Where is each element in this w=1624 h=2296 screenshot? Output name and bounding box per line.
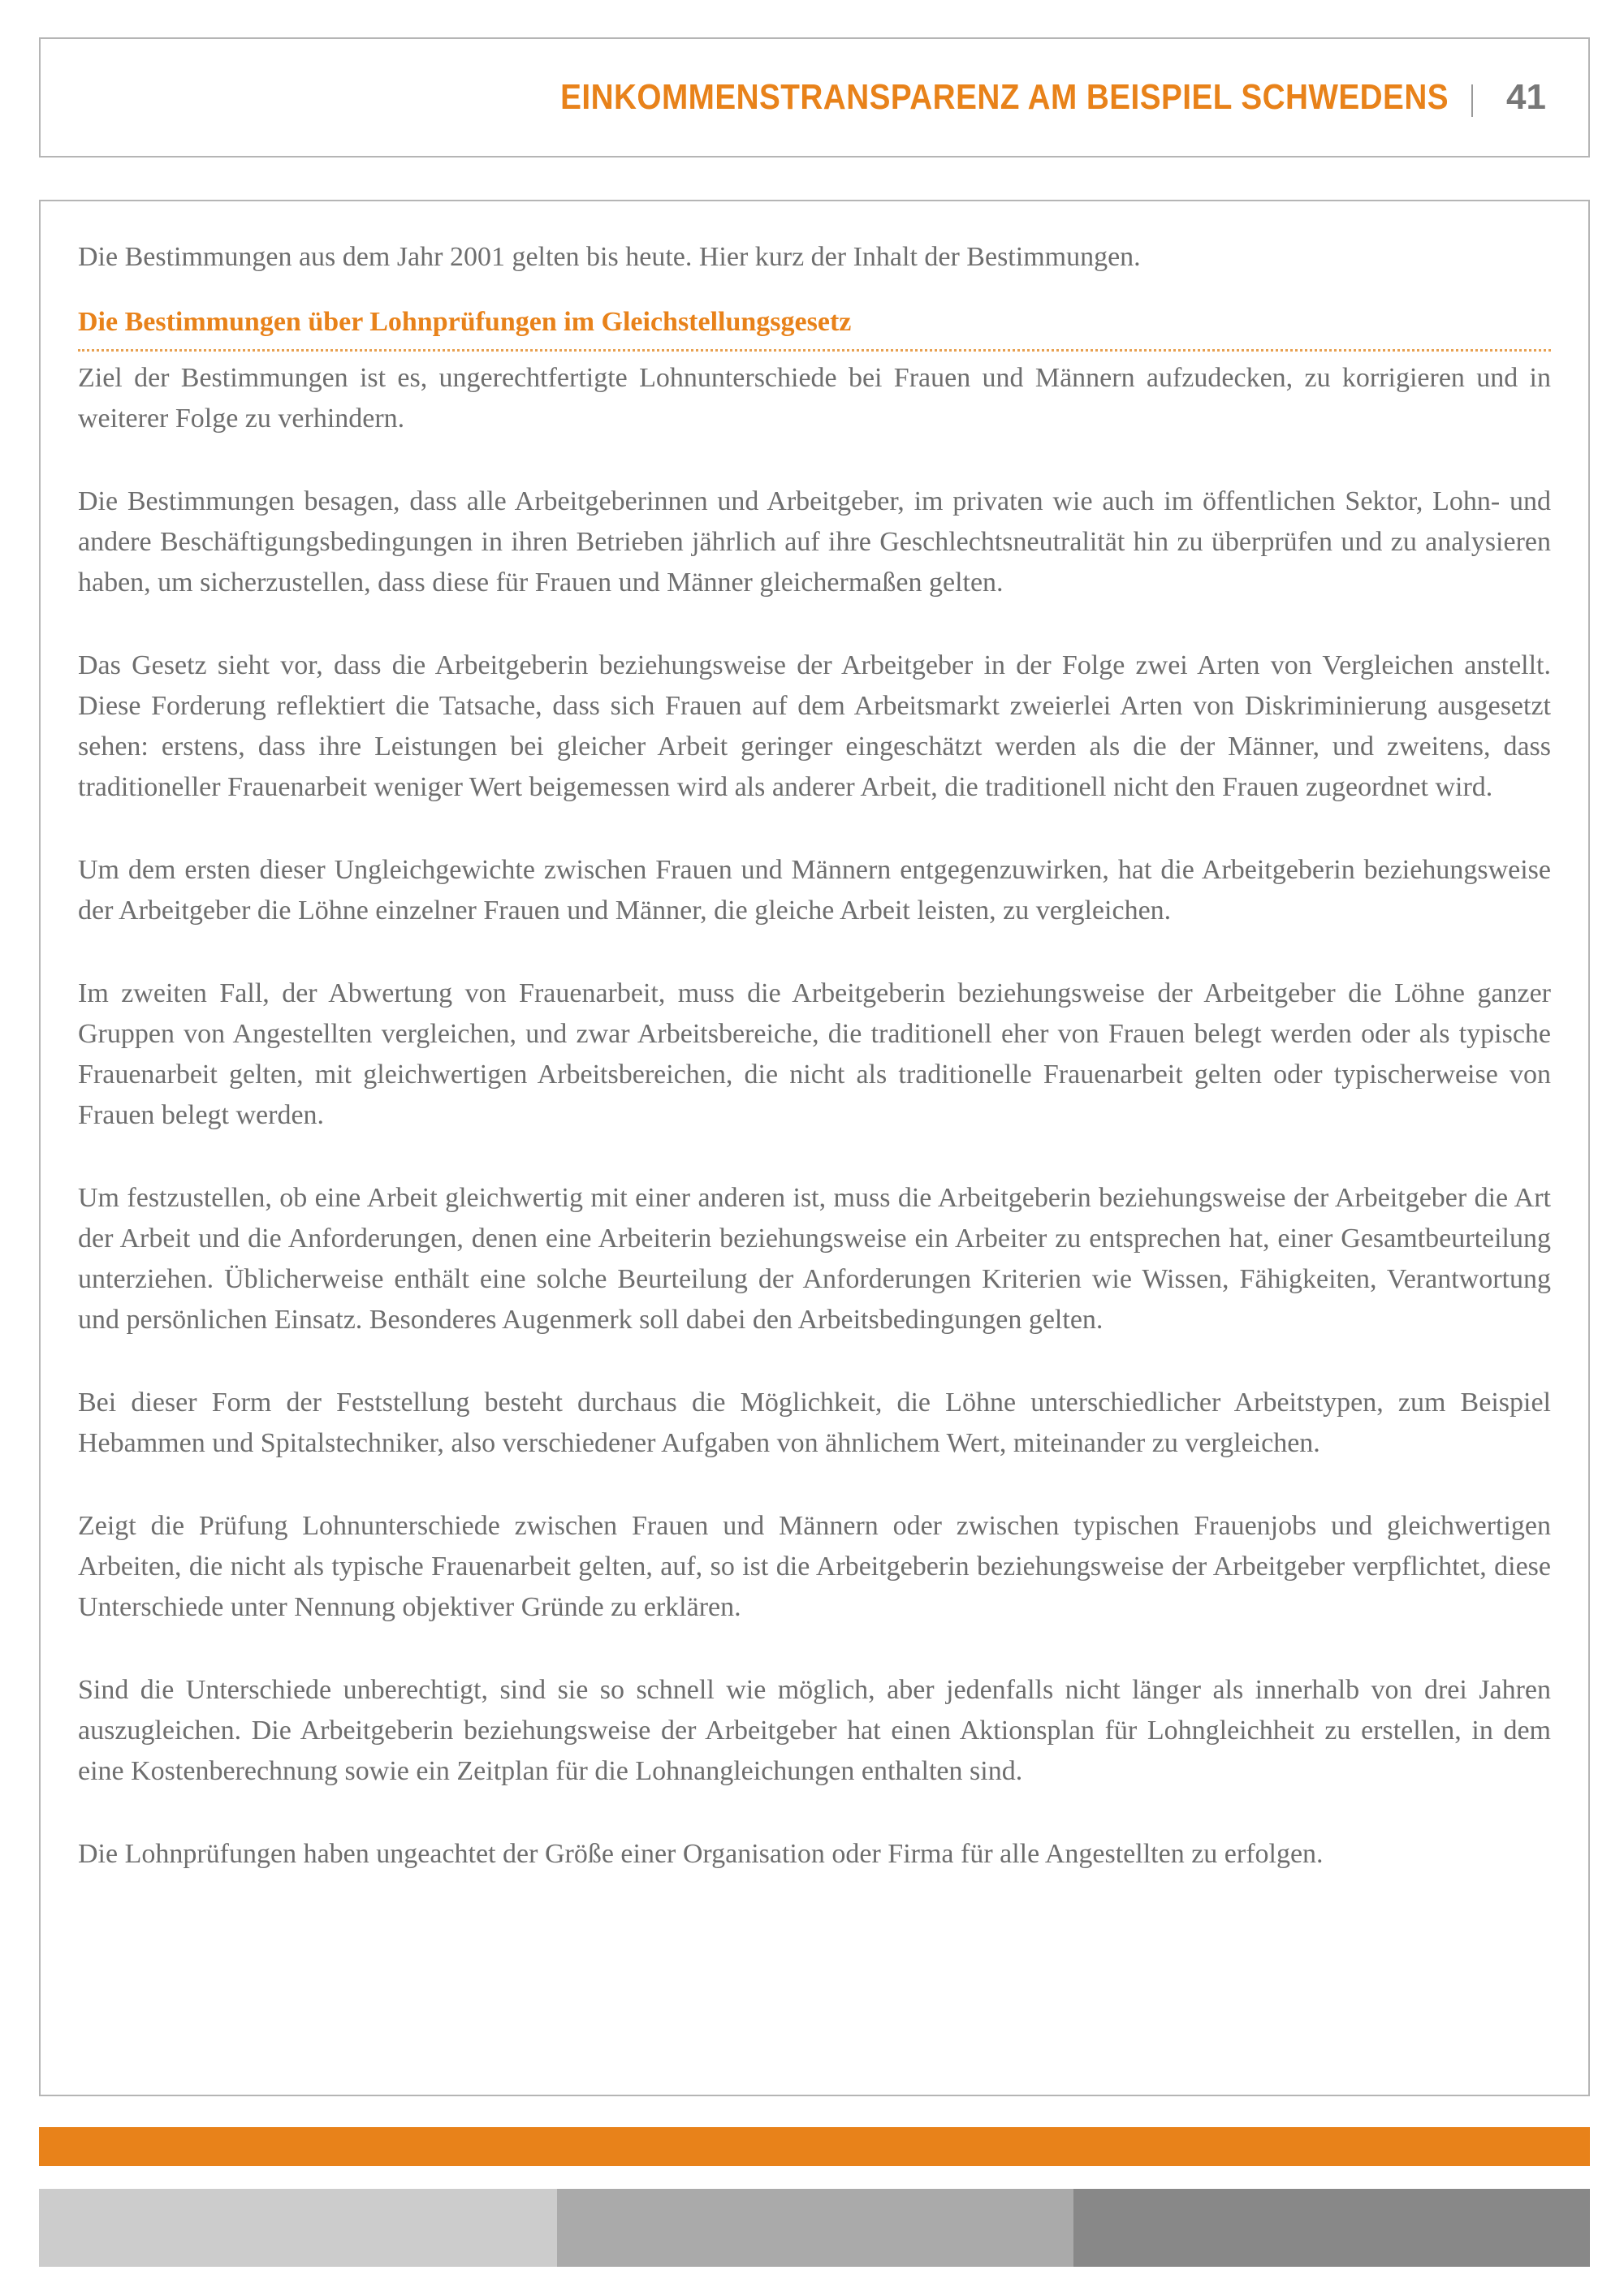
paragraph-8: Zeigt die Prüfung Lohnunterschiede zwischen Frauen und Männern oder zwischen typischen Frauenjobs und gleichwertigen Arbeiten, die nicht als typische Frauenarbeit gelten, auf, so ist die Arbeitgeberin beziehungsweise der Arbeitgeber verpflichtet, diese Unterschiede unter Nennung objektiver Gründe zu erklären. bbox=[78, 1511, 1551, 1622]
section-body bbox=[78, 352, 1551, 1875]
page-header bbox=[39, 37, 1590, 158]
header-divider bbox=[1471, 84, 1473, 117]
page-number: 41 bbox=[1506, 77, 1546, 117]
footer-grey-bar-light bbox=[39, 2189, 557, 2267]
intro-paragraph: Die Bestimmungen aus dem Jahr 2001 gelten bis heute. Hier kurz der Inhalt der Bestimmungen. bbox=[78, 242, 1141, 272]
paragraph-1: Ziel der Bestimmungen ist es, ungerechtfertigte Lohnunterschiede bei Frauen und Männern aufzudecken, zu korrigieren und in weiterer Folge zu verhindern. bbox=[78, 363, 1551, 434]
paragraph-10: Die Lohnprüfungen haben ungeachtet der Größe einer Organisation oder Firma für alle Angestellten zu erfolgen. bbox=[78, 1839, 1324, 1869]
paragraph-5: Im zweiten Fall, der Abwertung von Frauenarbeit, muss die Arbeitgeberin beziehungsweise der Arbeitgeber die Löhne ganzer Gruppen von Angestellten vergleichen, und zwar Arbeitsbereiche, die traditionell eher von Frauen belegt werden oder als typische Frauenarbeit gelten, mit gleichwertigen Arbeitsbereichen, die nicht als traditionelle Frauenarbeit gelten oder typischerweise von Frauen belegt werden. bbox=[78, 978, 1551, 1130]
paragraph-7: Bei dieser Form der Feststellung besteht durchaus die Möglichkeit, die Löhne unterschiedlicher Arbeitstypen, zum Beispiel Hebammen und Spitalstechniker, also verschiedener Aufgaben von ähnlichem Wert, miteinander zu vergleichen. bbox=[78, 1388, 1551, 1458]
paragraph-9: Sind die Unterschiede unberechtigt, sind sie so schnell wie möglich, aber jedenfalls nicht länger als innerhalb von drei Jahren auszugleichen. Die Arbeitgeberin beziehungsweise der Arbeitgeber hat einen Aktionsplan für Lohngleichheit zu erstellen, in dem eine Kostenberechnung sowie ein Zeitplan für die Lohnangleichungen enthalten sind. bbox=[78, 1675, 1551, 1786]
footer-grey-bar-dark bbox=[1073, 2189, 1590, 2267]
paragraph-3: Das Gesetz sieht vor, dass die Arbeitgeberin beziehungsweise der Arbeitgeber in der Folge zwei Arten von Vergleichen anstellt. Diese Forderung reflektiert die Tatsache, dass sich Frauen auf dem Arbeitsmarkt zweierlei Arten von Diskriminierung ausgesetzt sehen: erstens, dass ihre Leistungen bei gleicher Arbeit geringer eingeschätzt werden als die der Männer, und zweitens, dass traditioneller Frauenarbeit weniger Wert beigemessen wird als anderer Arbeit, die traditionell nicht den Frauen zugeordnet wird. bbox=[78, 650, 1551, 802]
content-frame bbox=[39, 200, 1590, 2096]
paragraph-4: Um dem ersten dieser Ungleichgewichte zwischen Frauen und Männern entgegenzuwirken, hat die Arbeitgeberin beziehungsweise der Arbeitgeber die Löhne einzelner Frauen und Männer, die gleiche Arbeit leisten, zu vergleichen. bbox=[78, 855, 1551, 926]
paragraph-2: Die Bestimmungen besagen, dass alle Arbeitgeberinnen und Arbeitgeber, im privaten wie auch im öffentlichen Sektor, Lohn- und andere Beschäftigungsbedingungen in ihren Betrieben jährlich auf ihre Geschlechtsneutralität hin zu überprüfen und zu analysieren haben, um sicherzustellen, dass diese für Frauen und Männer gleichermaßen gelten. bbox=[78, 486, 1551, 598]
footer-grey-bar-medium bbox=[557, 2189, 1073, 2267]
section-heading: Die Bestimmungen über Lohnprüfungen im Gleichstellungsgesetz bbox=[78, 302, 1551, 352]
running-title: EINKOMMENSTRANSPARENZ AM BEISPIEL SCHWEDENS bbox=[560, 77, 1449, 117]
paragraph-6: Um festzustellen, ob eine Arbeit gleichwertig mit einer anderen ist, muss die Arbeitgeberin beziehungsweise der Arbeitgeber die Art der Arbeit und die Anforderungen, denen eine Arbeiterin beziehungsweise ein Arbeiter zu entsprechen hat, einer Gesamtbeurteilung unterziehen. Üblicherweise enthält eine solche Beurteilung der Anforderungen Kriterien wie Wissen, Fähigkeiten, Verantwortung und persönlichen Einsatz. Besonderes Augenmerk soll dabei den Arbeitsbedingungen gelten. bbox=[78, 1183, 1551, 1335]
footer-orange-bar bbox=[39, 2127, 1590, 2166]
